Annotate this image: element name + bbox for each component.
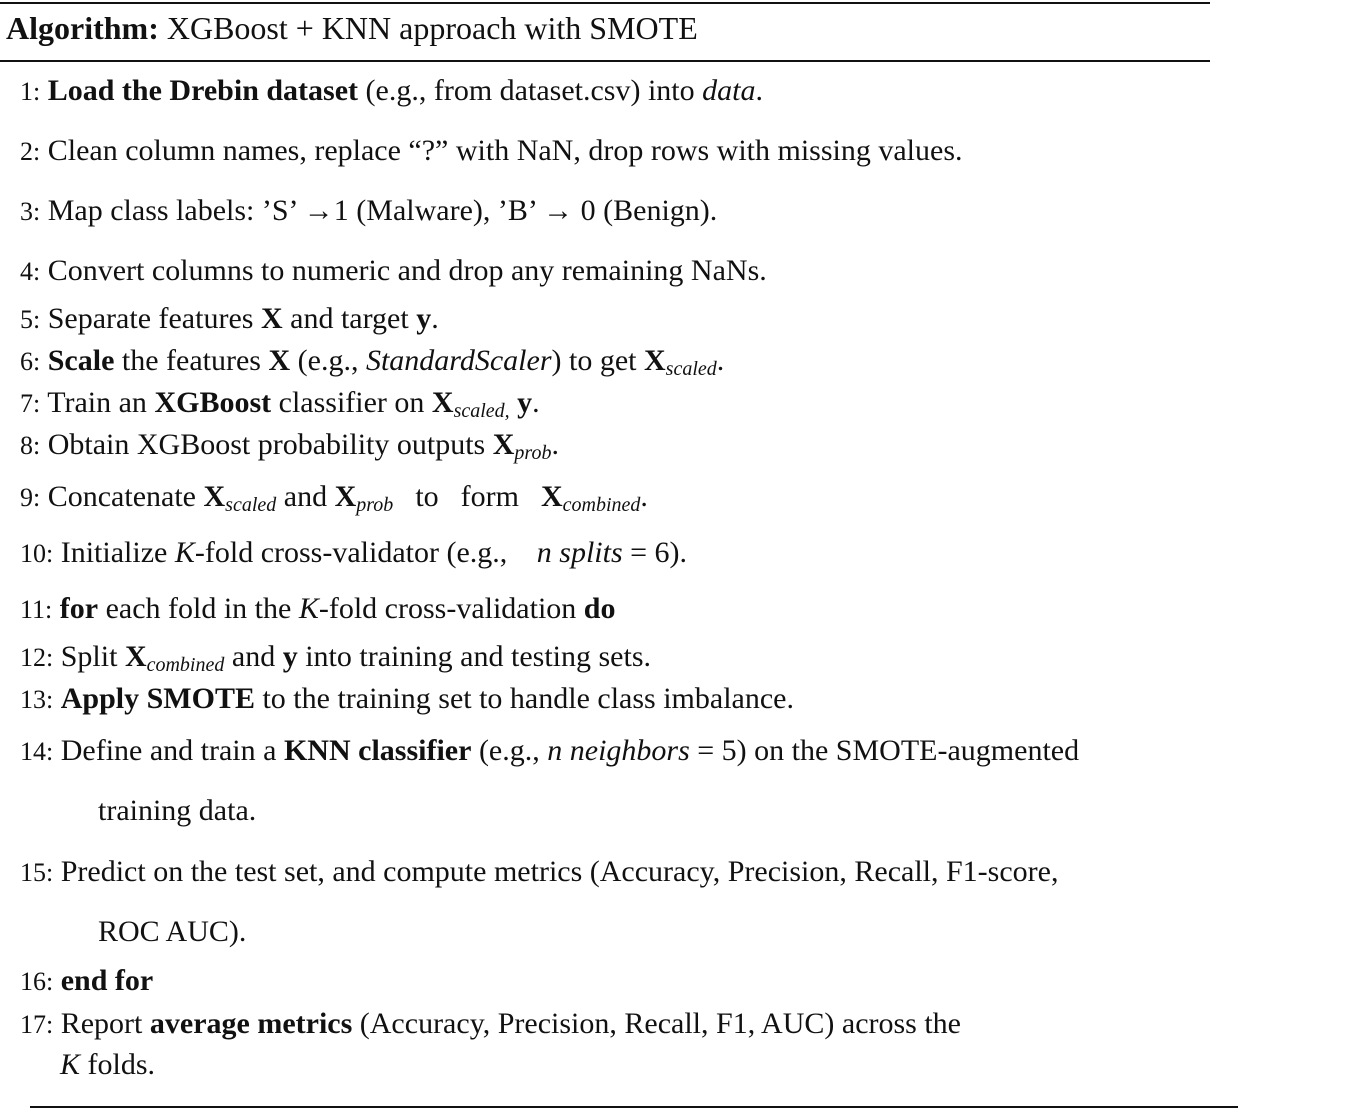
step-2 bbox=[20, 134, 963, 169]
step-8 bbox=[20, 428, 559, 470]
variable: X bbox=[540, 480, 563, 513]
header-rule bbox=[0, 60, 1210, 62]
subscript: scaled bbox=[225, 494, 277, 516]
step-11 bbox=[20, 592, 615, 627]
algorithm-name: XGBoost + KNN approach with SMOTE bbox=[166, 10, 698, 46]
variable: K bbox=[298, 592, 319, 625]
subscript: prob bbox=[514, 442, 552, 464]
subscript: combined bbox=[146, 654, 225, 676]
step-number: 1: bbox=[20, 77, 41, 106]
parameter-name: n splits bbox=[536, 536, 623, 569]
variable: X bbox=[203, 480, 226, 513]
step-text: Clean column names, replace “?” with NaN, drop rows with missing values. bbox=[47, 134, 963, 167]
parameter-name: n neighbors bbox=[547, 734, 690, 767]
step-13 bbox=[20, 682, 794, 717]
variable: data bbox=[702, 74, 756, 107]
step-text: (e.g., bbox=[290, 344, 366, 377]
step-number: 5: bbox=[20, 305, 41, 334]
step-text: Scale bbox=[47, 344, 115, 377]
step-14 bbox=[20, 734, 1079, 769]
step-text: . bbox=[532, 386, 540, 419]
keyword: do bbox=[583, 592, 616, 625]
step-text: . bbox=[431, 302, 439, 335]
step-number: 15: bbox=[20, 858, 54, 887]
step-number: 3: bbox=[20, 197, 41, 226]
step-text: (Accuracy, Precision, Recall, F1, AUC) across the bbox=[352, 1007, 961, 1040]
step-text: . bbox=[640, 480, 648, 513]
variable: X bbox=[644, 344, 666, 377]
subscript: prob bbox=[356, 494, 394, 516]
step-text: 0 (Benign). bbox=[573, 194, 718, 227]
algorithm-title bbox=[6, 10, 698, 47]
arrow-right-icon: → bbox=[543, 194, 574, 227]
bottom-rule bbox=[30, 1106, 1238, 1108]
step-text: . bbox=[551, 428, 559, 461]
step-text: Define and train a bbox=[60, 734, 284, 767]
step-text: (e.g., from bbox=[358, 74, 500, 107]
step-number: 2: bbox=[20, 137, 41, 166]
step-text: Train an bbox=[47, 386, 155, 419]
variable: X bbox=[268, 344, 291, 377]
step-text: XGBoost bbox=[154, 386, 272, 419]
step-3 bbox=[20, 194, 717, 229]
step-number: 6: bbox=[20, 347, 41, 376]
step-text: form bbox=[460, 480, 519, 513]
algorithm-label: Algorithm: bbox=[6, 10, 159, 46]
step-text: . bbox=[716, 344, 725, 377]
step-text: Load the Drebin dataset bbox=[47, 74, 359, 107]
step-text: = 6). bbox=[622, 536, 688, 569]
keyword: for bbox=[59, 592, 99, 625]
variable: X bbox=[124, 640, 147, 673]
function-name: StandardScaler bbox=[365, 344, 552, 377]
variable: y bbox=[282, 640, 298, 673]
step-text: Concatenate bbox=[47, 480, 204, 513]
step-text: Initialize bbox=[60, 536, 175, 569]
subscript: scaled, bbox=[453, 400, 510, 422]
step-text: average metrics bbox=[149, 1007, 353, 1040]
step-1 bbox=[20, 74, 763, 109]
step-16 bbox=[20, 964, 153, 999]
step-14-continuation: training data. bbox=[98, 794, 257, 827]
top-rule bbox=[0, 2, 1210, 4]
step-text: ) into bbox=[630, 74, 703, 107]
variable: X bbox=[431, 386, 454, 419]
step-text: KNN classifier bbox=[283, 734, 472, 767]
variable: y bbox=[416, 302, 432, 335]
step-number: 9: bbox=[20, 483, 41, 512]
step-text: Convert columns to numeric and drop any remaining NaNs. bbox=[47, 254, 767, 287]
step-4 bbox=[20, 254, 767, 289]
step-10 bbox=[20, 536, 687, 571]
step-17 bbox=[20, 1007, 961, 1042]
step-text: Predict on the test set, and compute metrics (Accuracy, Precision, Recall, F1-score, bbox=[60, 855, 1059, 888]
step-number: 10: bbox=[20, 539, 54, 568]
variable: X bbox=[260, 302, 283, 335]
subscript: scaled bbox=[665, 358, 717, 380]
step-text: folds. bbox=[80, 1048, 156, 1081]
step-text: and bbox=[224, 640, 283, 673]
step-7 bbox=[20, 386, 540, 428]
step-number: 11: bbox=[20, 595, 53, 624]
step-number: 12: bbox=[20, 643, 54, 672]
step-text: (e.g., bbox=[471, 734, 548, 767]
step-text: -fold cross-validator (e.g., bbox=[194, 536, 515, 569]
step-text: and target bbox=[282, 302, 417, 335]
step-text: Report bbox=[60, 1007, 150, 1040]
step-15 bbox=[20, 855, 1058, 890]
step-text: Obtain XGBoost probability outputs bbox=[47, 428, 493, 461]
step-text: to the training set to handle class imbalance. bbox=[254, 682, 794, 715]
step-number: 17: bbox=[20, 1010, 54, 1039]
step-text: and bbox=[276, 480, 335, 513]
variable: y bbox=[509, 386, 533, 419]
step-text: Map class labels: ’S’ bbox=[47, 194, 304, 227]
step-number: 8: bbox=[20, 431, 41, 460]
step-text: -fold cross-validation bbox=[318, 592, 584, 625]
step-15-continuation: ROC AUC). bbox=[98, 915, 247, 948]
step-number: 13: bbox=[20, 685, 54, 714]
step-5 bbox=[20, 302, 439, 337]
step-text: Separate features bbox=[47, 302, 261, 335]
step-text: into training and testing sets. bbox=[297, 640, 651, 673]
step-text: the features bbox=[114, 344, 269, 377]
variable: X bbox=[492, 428, 515, 461]
step-text: each fold in the bbox=[98, 592, 299, 625]
step-12 bbox=[20, 640, 651, 682]
variable: X bbox=[334, 480, 357, 513]
step-text: Split bbox=[60, 640, 125, 673]
step-text: ) to get bbox=[551, 344, 644, 377]
arrow-right-icon: → bbox=[303, 194, 334, 227]
keyword: end for bbox=[60, 964, 154, 997]
step-text: . bbox=[755, 74, 763, 107]
step-number: 4: bbox=[20, 257, 41, 286]
step-number: 7: bbox=[20, 389, 41, 418]
subscript: combined bbox=[562, 494, 641, 516]
variable: K bbox=[174, 536, 195, 569]
filename: dataset.csv bbox=[499, 74, 631, 107]
step-text: to bbox=[415, 480, 439, 513]
variable: K bbox=[60, 1048, 81, 1081]
step-text: = 5) on the SMOTE-augmented bbox=[689, 734, 1080, 767]
step-text: Apply SMOTE bbox=[60, 682, 255, 715]
step-number: 14: bbox=[20, 737, 54, 766]
step-17-continuation bbox=[60, 1048, 155, 1082]
step-text: 1 (Malware), ’B’ bbox=[333, 194, 544, 227]
step-6 bbox=[20, 344, 724, 386]
step-9 bbox=[20, 480, 648, 522]
step-number: 16: bbox=[20, 967, 54, 996]
step-text: classifier on bbox=[271, 386, 432, 419]
